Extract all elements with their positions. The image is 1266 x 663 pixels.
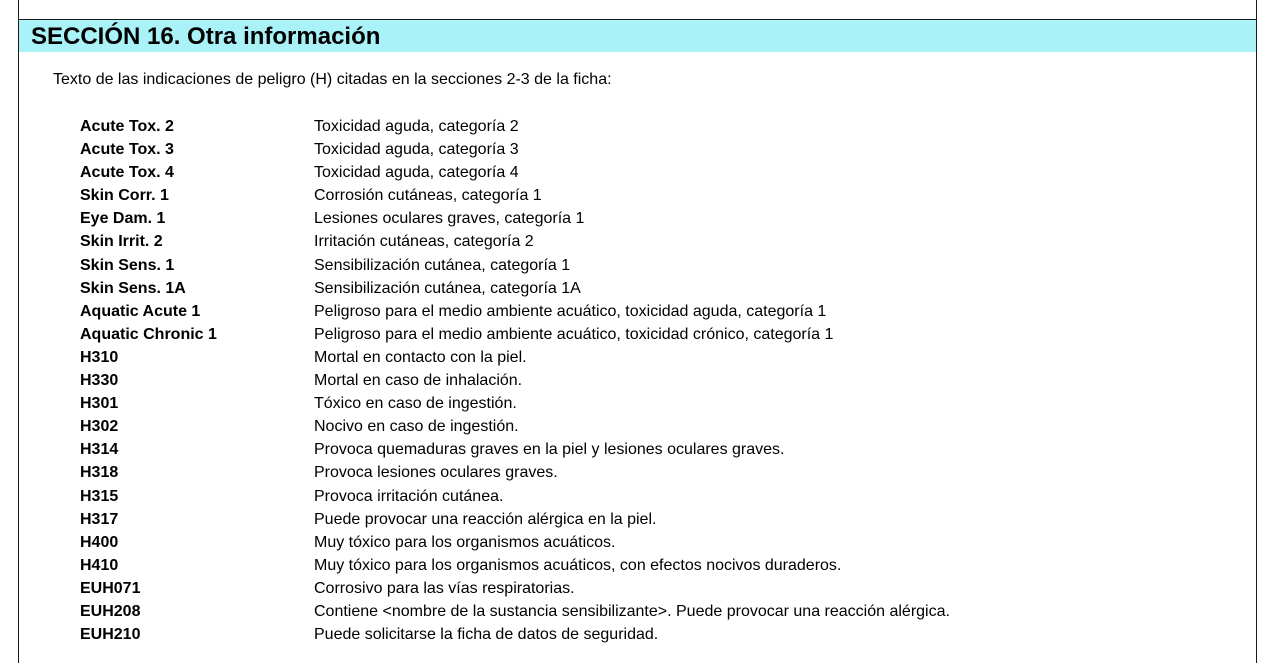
- hazard-row: [80, 115, 1240, 138]
- hazard-code: Acute Tox. 2: [80, 118, 174, 135]
- hazard-description: Peligroso para el medio ambiente acuático, toxicidad crónico, categoría 1: [314, 325, 834, 343]
- hazard-row: [80, 508, 1240, 531]
- section-title: SECCIÓN 16. Otra información: [31, 23, 381, 50]
- section-header: [19, 20, 1256, 52]
- hazard-row: [80, 554, 1240, 577]
- hazard-description: Sensibilización cutánea, categoría 1A: [314, 279, 581, 297]
- hazard-row: [80, 138, 1240, 161]
- hazard-code: Acute Tox. 3: [80, 141, 174, 159]
- hazard-code: Skin Sens. 1A: [80, 279, 186, 297]
- hazard-code: Aquatic Chronic 1: [80, 325, 217, 343]
- hazard-row: [80, 485, 1240, 508]
- hazard-code: EUH210: [80, 626, 141, 644]
- hazard-description: Mortal en caso de inhalación.: [314, 372, 523, 390]
- hazard-row: [80, 438, 1240, 461]
- hazard-description: Lesiones oculares graves, categoría 1: [314, 210, 585, 228]
- hazard-description: Toxicidad aguda, categoría 2: [314, 118, 519, 135]
- hazard-row: [80, 254, 1240, 277]
- hazard-row: [80, 346, 1240, 369]
- hazard-description: Tóxico en caso de ingestión.: [314, 395, 517, 413]
- hazard-row: [80, 323, 1240, 346]
- hazard-code: Skin Corr. 1: [80, 187, 169, 205]
- hazard-row: [80, 623, 1240, 646]
- hazard-description: Provoca quemaduras graves en la piel y lesiones oculares graves.: [314, 441, 785, 459]
- hazard-description: Mortal en contacto con la piel.: [314, 348, 527, 366]
- hazard-code: H301: [80, 395, 119, 413]
- hazard-code: Aquatic Acute 1: [80, 302, 201, 320]
- hazard-description: Contiene <nombre de la sustancia sensibilizante>. Puede provocar una reacción alérgica.: [314, 602, 950, 620]
- hazard-code: H318: [80, 464, 119, 482]
- hazard-description: Muy tóxico para los organismos acuáticos.: [314, 533, 616, 551]
- hazard-code: H400: [80, 533, 119, 551]
- hazard-row: [80, 392, 1240, 415]
- hazard-description: Provoca irritación cutánea.: [314, 487, 504, 505]
- hazard-code: EUH071: [80, 579, 141, 597]
- hazard-description: Muy tóxico para los organismos acuáticos, con efectos nocivos duraderos.: [314, 556, 842, 574]
- hazard-row: [80, 230, 1240, 253]
- hazard-statement-list: [80, 115, 1240, 646]
- hazard-code: H410: [80, 556, 119, 574]
- hazard-description: Puede provocar una reacción alérgica en la piel.: [314, 510, 657, 528]
- hazard-row: [80, 415, 1240, 438]
- hazard-description: Toxicidad aguda, categoría 4: [314, 164, 519, 182]
- hazard-description: Nocivo en caso de ingestión.: [314, 418, 519, 436]
- hazard-code: H302: [80, 418, 119, 436]
- hazard-code: H317: [80, 510, 119, 528]
- hazard-row: [80, 184, 1240, 207]
- hazard-description: Peligroso para el medio ambiente acuático, toxicidad aguda, categoría 1: [314, 302, 827, 320]
- hazard-description: Sensibilización cutánea, categoría 1: [314, 256, 571, 274]
- hazard-row: [80, 277, 1240, 300]
- intro-text: Texto de las indicaciones de peligro (H) citadas en la secciones 2-3 de la ficha:: [53, 71, 612, 88]
- hazard-code: Acute Tox. 4: [80, 164, 174, 182]
- hazard-row: [80, 600, 1240, 623]
- hazard-code: EUH208: [80, 602, 141, 620]
- hazard-row: [80, 369, 1240, 392]
- hazard-row: [80, 207, 1240, 230]
- hazard-code: Skin Irrit. 2: [80, 233, 163, 251]
- hazard-code: H310: [80, 348, 119, 366]
- hazard-code: H314: [80, 441, 119, 459]
- hazard-code: H315: [80, 487, 119, 505]
- hazard-code: H330: [80, 372, 119, 390]
- hazard-description: Irritación cutáneas, categoría 2: [314, 233, 534, 251]
- hazard-row: [80, 461, 1240, 484]
- hazard-row: [80, 577, 1240, 600]
- hazard-code: Skin Sens. 1: [80, 256, 175, 274]
- hazard-description: Puede solicitarse la ficha de datos de seguridad.: [314, 626, 659, 644]
- hazard-description: Provoca lesiones oculares graves.: [314, 464, 558, 482]
- hazard-description: Corrosión cutáneas, categoría 1: [314, 187, 542, 205]
- hazard-row: [80, 161, 1240, 184]
- hazard-code: Eye Dam. 1: [80, 210, 166, 228]
- hazard-row: [80, 531, 1240, 554]
- hazard-description: Toxicidad aguda, categoría 3: [314, 141, 519, 159]
- hazard-description: Corrosivo para las vías respiratorias.: [314, 579, 575, 597]
- hazard-row: [80, 300, 1240, 323]
